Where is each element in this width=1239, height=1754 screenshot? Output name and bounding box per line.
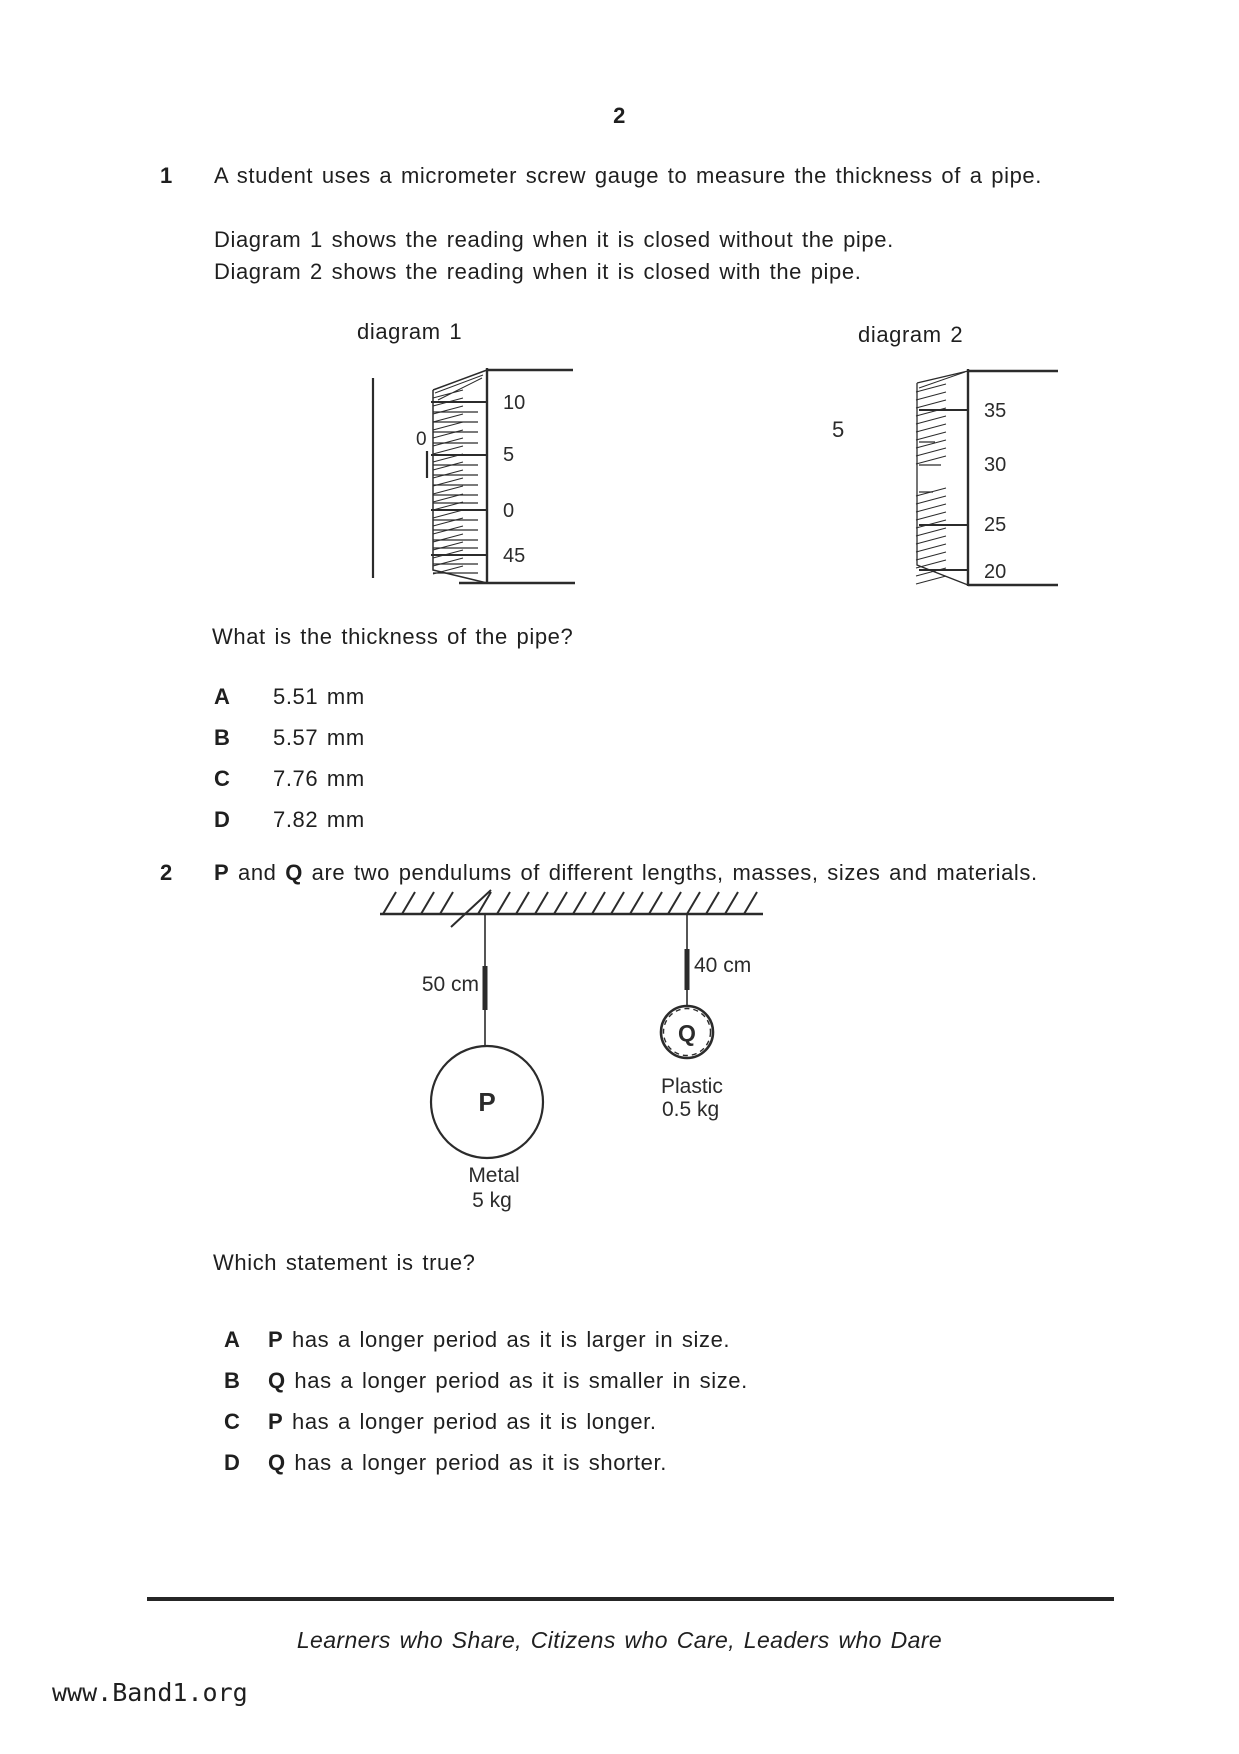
d2-major-graduations bbox=[919, 410, 968, 570]
q2-option-c-rest: has a longer period as it is longer. bbox=[283, 1409, 657, 1434]
d1-scale-0: 0 bbox=[503, 500, 515, 522]
mass-q-label: 0.5 kg bbox=[662, 1098, 720, 1121]
q2-option-b-subject: Q bbox=[268, 1368, 286, 1393]
q2-option-d-subject: Q bbox=[268, 1450, 286, 1475]
q2-option-c-subject: P bbox=[268, 1409, 284, 1434]
d1-scale-10: 10 bbox=[503, 392, 526, 414]
q2-option-d-rest: has a longer period as it is shorter. bbox=[285, 1450, 667, 1475]
q1-line2: Diagram 2 shows the reading when it is closed with the pipe. bbox=[214, 259, 862, 284]
q1-option-b-letter: B bbox=[214, 725, 231, 750]
micrometer-diagrams bbox=[360, 355, 1075, 600]
bob-p-label: P bbox=[478, 1087, 496, 1117]
q1-number: 1 bbox=[160, 163, 173, 188]
d2-scale-25: 25 bbox=[984, 514, 1007, 536]
d2-minor-graduations bbox=[919, 442, 941, 492]
d2-main-scale-label: 5 bbox=[832, 417, 845, 442]
q2-option-c-letter: C bbox=[224, 1409, 241, 1434]
q2-intro-and: and bbox=[229, 860, 286, 885]
q2-option-a-text bbox=[268, 1327, 730, 1353]
q2-option-d-text bbox=[268, 1450, 667, 1476]
footer-rule bbox=[147, 1597, 1114, 1601]
material-p-label: Metal bbox=[468, 1164, 520, 1187]
q2-option-d-letter: D bbox=[224, 1450, 241, 1475]
d2-scale-35: 35 bbox=[984, 400, 1007, 422]
q2-option-b-text bbox=[268, 1368, 748, 1394]
q2-option-b-rest: has a longer period as it is smaller in size. bbox=[285, 1368, 748, 1393]
length-q-label: 40 cm bbox=[694, 954, 752, 977]
page-number: 2 bbox=[613, 103, 626, 128]
d1-main-scale-label: 0 bbox=[416, 429, 427, 450]
q2-intro-rest: are two pendulums of different lengths, masses, sizes and materials. bbox=[302, 860, 1038, 885]
q2-question: Which statement is true? bbox=[213, 1250, 476, 1275]
q2-number: 2 bbox=[160, 860, 173, 885]
q2-option-c-text bbox=[268, 1409, 657, 1435]
d2-knurl-hatch bbox=[916, 372, 965, 584]
d1-scale-5: 5 bbox=[503, 444, 515, 466]
diagram2-caption: diagram 2 bbox=[858, 322, 964, 347]
q2-option-a-subject: P bbox=[268, 1327, 284, 1352]
footer-website: www.Band1.org bbox=[52, 1678, 248, 1707]
q1-option-c-letter: C bbox=[214, 766, 231, 791]
q1-option-a-letter: A bbox=[214, 684, 231, 709]
micrometer-diagram-2 bbox=[832, 369, 1058, 586]
q2-option-a-rest: has a longer period as it is larger in size. bbox=[283, 1327, 731, 1352]
q2-intro-p: P bbox=[214, 860, 230, 885]
q2-intro-q: Q bbox=[285, 860, 303, 885]
d1-scale-45: 45 bbox=[503, 545, 526, 567]
q1-line1: Diagram 1 shows the reading when it is closed without the pipe. bbox=[214, 227, 894, 252]
q1-option-c-text: 7.76 mm bbox=[273, 766, 365, 791]
q1-option-d-letter: D bbox=[214, 807, 231, 832]
q1-option-d-text: 7.82 mm bbox=[273, 807, 365, 832]
q2-option-b-letter: B bbox=[224, 1368, 241, 1393]
bob-q-label: Q bbox=[678, 1020, 696, 1046]
q1-option-b-text: 5.57 mm bbox=[273, 725, 365, 750]
mass-p-label: 5 kg bbox=[472, 1189, 512, 1212]
material-q-label: Plastic bbox=[661, 1075, 723, 1098]
q2-option-a-letter: A bbox=[224, 1327, 241, 1352]
d2-scale-20: 20 bbox=[984, 561, 1007, 583]
footer-motto: Learners who Share, Citizens who Care, Leaders who Dare bbox=[296, 1627, 943, 1653]
q1-question: What is the thickness of the pipe? bbox=[212, 624, 574, 649]
q1-option-a-text: 5.51 mm bbox=[273, 684, 365, 709]
ceiling-hatch bbox=[383, 890, 757, 927]
length-p-label: 50 cm bbox=[421, 973, 479, 996]
micrometer-diagram-1 bbox=[373, 368, 575, 584]
diagram1-caption: diagram 1 bbox=[357, 319, 463, 344]
q1-intro: A student uses a micrometer screw gauge to measure the thickness of a pipe. bbox=[214, 163, 1042, 188]
pendulum-diagram bbox=[370, 882, 770, 1215]
d2-scale-30: 30 bbox=[984, 454, 1007, 476]
